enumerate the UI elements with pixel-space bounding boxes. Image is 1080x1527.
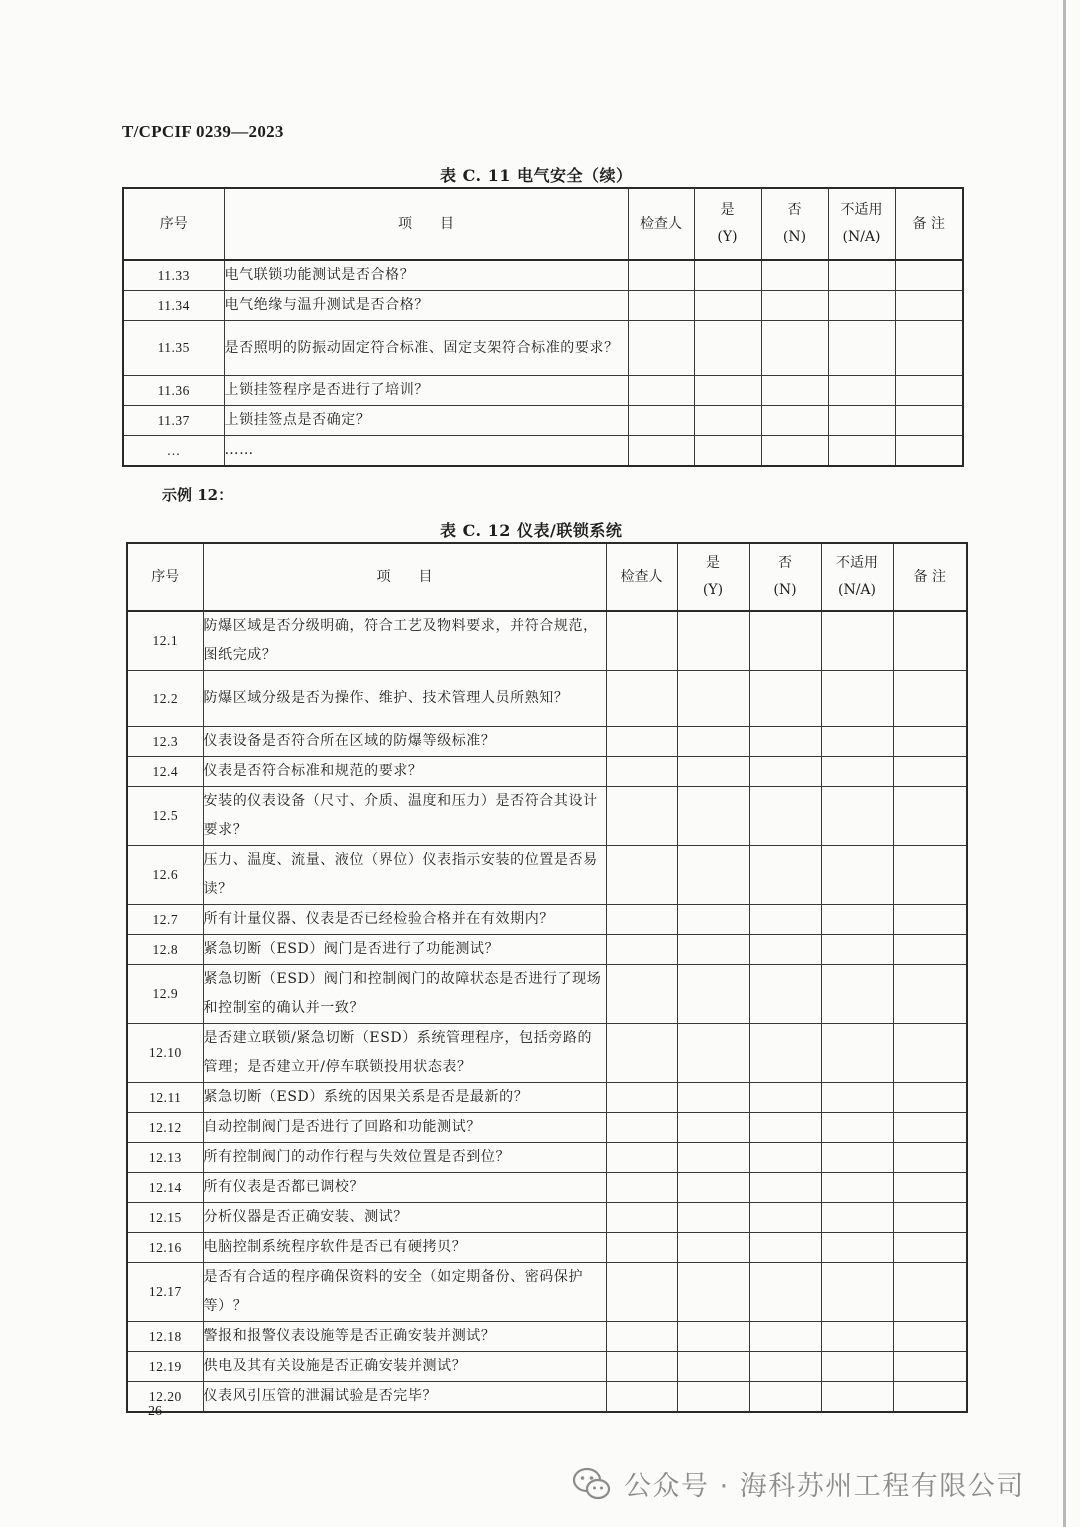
remark-cell[interactable]	[893, 1352, 967, 1382]
inspector-cell[interactable]	[628, 436, 694, 467]
row-number: 12.2	[127, 671, 203, 727]
row-number: 12.15	[127, 1203, 203, 1233]
inspector-cell[interactable]	[606, 757, 677, 787]
remark-cell[interactable]	[893, 727, 967, 757]
no-cell[interactable]	[761, 260, 828, 291]
inspector-cell[interactable]	[606, 671, 677, 727]
row-number: 11.33	[123, 260, 224, 291]
inspector-cell[interactable]	[628, 291, 694, 321]
remark-cell[interactable]	[895, 436, 963, 467]
inspector-cell[interactable]	[606, 905, 677, 935]
row-item-text: 防爆区域分级是否为操作、维护、技术管理人员所熟知？	[203, 671, 606, 727]
row-item-text: 所有仪表是否都已调校？	[203, 1173, 606, 1203]
col-yes: 是 (Y)	[677, 543, 749, 611]
no-cell[interactable]	[749, 1143, 821, 1173]
no-cell[interactable]	[761, 321, 828, 376]
table-row	[127, 1382, 967, 1413]
remark-cell[interactable]	[893, 1173, 967, 1203]
col-na: 不适用 (N/A)	[821, 543, 893, 611]
row-item-text: 紧急切断（ESD）阀门和控制阀门的故障状态是否进行了现场和控制室的确认并一致？	[203, 965, 606, 1024]
row-number: 12.18	[127, 1322, 203, 1352]
page-edge	[1063, 0, 1066, 1527]
no-cell[interactable]	[749, 757, 821, 787]
yes-cell[interactable]	[694, 406, 761, 436]
na-cell[interactable]	[821, 757, 893, 787]
yes-cell[interactable]	[677, 1322, 749, 1352]
yes-cell[interactable]	[677, 611, 749, 671]
row-number: 12.19	[127, 1352, 203, 1382]
remark-cell[interactable]	[893, 1024, 967, 1083]
table-c12	[126, 542, 968, 1413]
row-item-text: 仪表风引压管的泄漏试验是否完毕？	[203, 1382, 606, 1413]
yes-cell[interactable]	[677, 1173, 749, 1203]
no-cell[interactable]	[749, 727, 821, 757]
no-cell[interactable]	[749, 1382, 821, 1413]
col-yes: 是 (Y)	[694, 188, 761, 260]
row-item-text: 电脑控制系统程序软件是否已有硬拷贝？	[203, 1233, 606, 1263]
na-cell[interactable]	[821, 1083, 893, 1113]
remark-cell[interactable]	[893, 1203, 967, 1233]
yes-cell[interactable]	[677, 965, 749, 1024]
no-cell[interactable]	[761, 406, 828, 436]
na-cell[interactable]	[821, 1113, 893, 1143]
row-item-text: 紧急切断（ESD）阀门是否进行了功能测试？	[203, 935, 606, 965]
na-cell[interactable]	[821, 1233, 893, 1263]
yes-cell[interactable]	[677, 935, 749, 965]
remark-cell[interactable]	[893, 846, 967, 905]
inspector-cell[interactable]	[628, 406, 694, 436]
col-inspector: 检查人	[606, 543, 677, 611]
row-number: 12.11	[127, 1083, 203, 1113]
no-cell[interactable]	[749, 935, 821, 965]
yes-cell[interactable]	[677, 1203, 749, 1233]
inspector-cell[interactable]	[606, 1203, 677, 1233]
remark-cell[interactable]	[893, 1113, 967, 1143]
remark-cell[interactable]	[893, 965, 967, 1024]
row-item-text: 是否有合适的程序确保资料的安全（如定期备份、密码保护等）？	[203, 1263, 606, 1322]
no-cell[interactable]	[749, 787, 821, 846]
col-no: 否 (N)	[761, 188, 828, 260]
inspector-cell[interactable]	[606, 1233, 677, 1263]
yes-cell[interactable]	[677, 787, 749, 846]
no-cell[interactable]	[749, 1083, 821, 1113]
remark-cell[interactable]	[893, 671, 967, 727]
inspector-cell[interactable]	[606, 935, 677, 965]
remark-cell[interactable]	[893, 757, 967, 787]
col-item: 项 目	[203, 543, 606, 611]
table-header-row	[127, 543, 967, 611]
yes-cell[interactable]	[694, 260, 761, 291]
inspector-cell[interactable]	[628, 376, 694, 406]
table-row	[127, 1113, 967, 1143]
table-row	[123, 291, 963, 321]
row-item-text: 所有控制阀门的动作行程与失效位置是否到位？	[203, 1143, 606, 1173]
yes-cell[interactable]	[677, 1263, 749, 1322]
remark-cell[interactable]	[893, 611, 967, 671]
na-cell[interactable]	[828, 321, 895, 376]
no-cell[interactable]	[749, 1113, 821, 1143]
remark-cell[interactable]	[895, 260, 963, 291]
row-number: 12.10	[127, 1024, 203, 1083]
na-cell[interactable]	[821, 1173, 893, 1203]
na-cell[interactable]	[821, 1203, 893, 1233]
table-row	[127, 935, 967, 965]
table-row	[127, 1173, 967, 1203]
table-row	[127, 846, 967, 905]
table-row	[127, 1024, 967, 1083]
remark-cell[interactable]	[895, 321, 963, 376]
na-cell[interactable]	[828, 376, 895, 406]
na-cell[interactable]	[828, 291, 895, 321]
no-cell[interactable]	[749, 671, 821, 727]
col-na: 不适用 (N/A)	[828, 188, 895, 260]
inspector-cell[interactable]	[606, 1143, 677, 1173]
col-remark: 备 注	[895, 188, 963, 260]
row-number: 11.34	[123, 291, 224, 321]
remark-cell[interactable]	[893, 1263, 967, 1322]
table-row	[127, 965, 967, 1024]
inspector-cell[interactable]	[606, 611, 677, 671]
row-number: 12.9	[127, 965, 203, 1024]
remark-cell[interactable]	[895, 291, 963, 321]
yes-cell[interactable]	[677, 905, 749, 935]
yes-cell[interactable]	[694, 376, 761, 406]
table-row	[127, 611, 967, 671]
no-cell[interactable]	[749, 1203, 821, 1233]
row-item-text: 安装的仪表设备（尺寸、介质、温度和压力）是否符合其设计要求？	[203, 787, 606, 846]
row-item-text: 警报和报警仪表设施等是否正确安装并测试？	[203, 1322, 606, 1352]
table-row	[123, 321, 963, 376]
inspector-cell[interactable]	[606, 1322, 677, 1352]
yes-cell[interactable]	[677, 1382, 749, 1413]
yes-cell[interactable]	[677, 1024, 749, 1083]
na-cell[interactable]	[821, 787, 893, 846]
col-inspector: 检查人	[628, 188, 694, 260]
page-number: 26	[148, 1404, 162, 1419]
no-cell[interactable]	[749, 846, 821, 905]
remark-cell[interactable]	[895, 376, 963, 406]
remark-cell[interactable]	[893, 1143, 967, 1173]
no-cell[interactable]	[749, 1263, 821, 1322]
row-item-text: 电气绝缘与温升测试是否合格？	[224, 291, 628, 321]
row-number: 12.8	[127, 935, 203, 965]
yes-cell[interactable]	[677, 1083, 749, 1113]
table-row	[123, 376, 963, 406]
remark-cell[interactable]	[893, 935, 967, 965]
inspector-cell[interactable]	[628, 321, 694, 376]
no-cell[interactable]	[749, 1352, 821, 1382]
table-c11	[122, 187, 964, 467]
na-cell[interactable]	[821, 727, 893, 757]
yes-cell[interactable]	[677, 757, 749, 787]
inspector-cell[interactable]	[606, 787, 677, 846]
table-row	[123, 260, 963, 291]
yes-cell[interactable]	[677, 1352, 749, 1382]
row-number: 11.37	[123, 406, 224, 436]
na-cell[interactable]	[821, 1352, 893, 1382]
table-header-row	[123, 188, 963, 260]
standard-code: T/CPCIF 0239—2023	[122, 122, 284, 141]
inspector-cell[interactable]	[628, 260, 694, 291]
row-item-text: 仪表是否符合标准和规范的要求？	[203, 757, 606, 787]
col-remark: 备 注	[893, 543, 967, 611]
no-cell[interactable]	[749, 965, 821, 1024]
row-item-text: 是否照明的防振动固定符合标准、固定支架符合标准的要求？	[224, 321, 628, 376]
row-item-text: 防爆区域是否分级明确，符合工艺及物料要求，并符合规范，图纸完成？	[203, 611, 606, 671]
yes-cell[interactable]	[694, 436, 761, 467]
inspector-cell[interactable]	[606, 1113, 677, 1143]
inspector-cell[interactable]	[606, 1263, 677, 1322]
inspector-cell[interactable]	[606, 1352, 677, 1382]
row-item-text: 所有计量仪器、仪表是否已经检验合格并在有效期内？	[203, 905, 606, 935]
row-number: 11.36	[123, 376, 224, 406]
na-cell[interactable]	[821, 671, 893, 727]
table-row	[127, 1143, 967, 1173]
table-row	[127, 1203, 967, 1233]
no-cell[interactable]	[761, 436, 828, 467]
na-cell[interactable]	[821, 1024, 893, 1083]
table-row	[123, 406, 963, 436]
table-row	[127, 1352, 967, 1382]
no-cell[interactable]	[749, 1233, 821, 1263]
table-row	[127, 727, 967, 757]
row-number: 12.6	[127, 846, 203, 905]
row-item-text: 上锁挂签程序是否进行了培训？	[224, 376, 628, 406]
na-cell[interactable]	[821, 1382, 893, 1413]
yes-cell[interactable]	[677, 1233, 749, 1263]
table-row	[127, 1233, 967, 1263]
row-item-text: 压力、温度、流量、液位（界位）仪表指示安装的位置是否易读？	[203, 846, 606, 905]
row-number: 12.13	[127, 1143, 203, 1173]
na-cell[interactable]	[828, 436, 895, 467]
col-seq: 序号	[123, 188, 224, 260]
remark-cell[interactable]	[893, 1083, 967, 1113]
row-item-text: 供电及其有关设施是否正确安装并测试？	[203, 1352, 606, 1382]
row-number: 12.5	[127, 787, 203, 846]
remark-cell[interactable]	[893, 1233, 967, 1263]
table-c12-title: 表 C. 12 仪表/联锁系统	[440, 521, 623, 540]
row-number: 12.20	[127, 1382, 203, 1413]
no-cell[interactable]	[761, 291, 828, 321]
remark-cell[interactable]	[893, 1322, 967, 1352]
row-item-text: 上锁挂签点是否确定？	[224, 406, 628, 436]
watermark	[572, 1464, 1025, 1503]
no-cell[interactable]	[749, 1024, 821, 1083]
row-number: 12.4	[127, 757, 203, 787]
na-cell[interactable]	[821, 1263, 893, 1322]
table-row	[127, 1083, 967, 1113]
no-cell[interactable]	[749, 905, 821, 935]
no-cell[interactable]	[749, 1322, 821, 1352]
na-cell[interactable]	[821, 1143, 893, 1173]
table-row	[123, 436, 963, 467]
yes-cell[interactable]	[677, 671, 749, 727]
na-cell[interactable]	[828, 260, 895, 291]
yes-cell[interactable]	[677, 846, 749, 905]
row-item-text: 紧急切断（ESD）系统的因果关系是否是最新的？	[203, 1083, 606, 1113]
na-cell[interactable]	[828, 406, 895, 436]
row-item-text: 仪表设备是否符合所在区域的防爆等级标准？	[203, 727, 606, 757]
table-row	[127, 1322, 967, 1352]
na-cell[interactable]	[821, 935, 893, 965]
row-item-text: 自动控制阀门是否进行了回路和功能测试？	[203, 1113, 606, 1143]
yes-cell[interactable]	[677, 1143, 749, 1173]
inspector-cell[interactable]	[606, 1382, 677, 1413]
remark-cell[interactable]	[895, 406, 963, 436]
no-cell[interactable]	[749, 611, 821, 671]
row-item-text: ……	[224, 436, 628, 467]
row-number: …	[123, 436, 224, 467]
yes-cell[interactable]	[694, 291, 761, 321]
row-number: 12.16	[127, 1233, 203, 1263]
watermark-text: 公众号 · 海科苏州工程有限公司	[624, 1471, 1025, 1502]
no-cell[interactable]	[749, 1173, 821, 1203]
inspector-cell[interactable]	[606, 727, 677, 757]
row-item-text: 是否建立联锁/紧急切断（ESD）系统管理程序，包括旁路的管理；是否建立开/停车联锁投用状态表？	[203, 1024, 606, 1083]
yes-cell[interactable]	[677, 1113, 749, 1143]
yes-cell[interactable]	[694, 321, 761, 376]
wechat-icon	[572, 1466, 612, 1502]
table-row	[127, 671, 967, 727]
remark-cell[interactable]	[893, 1382, 967, 1413]
inspector-cell[interactable]	[606, 1083, 677, 1113]
row-item-text: 电气联锁功能测试是否合格？	[224, 260, 628, 291]
row-number: 11.35	[123, 321, 224, 376]
remark-cell[interactable]	[893, 787, 967, 846]
col-no: 否 (N)	[749, 543, 821, 611]
inspector-cell[interactable]	[606, 846, 677, 905]
row-number: 12.17	[127, 1263, 203, 1322]
row-number: 12.12	[127, 1113, 203, 1143]
table-row	[127, 1263, 967, 1322]
example-label: 示例 12：	[162, 486, 234, 504]
no-cell[interactable]	[761, 376, 828, 406]
table-c11-title: 表 C. 11 电气安全（续）	[440, 166, 633, 185]
inspector-cell[interactable]	[606, 1024, 677, 1083]
inspector-cell[interactable]	[606, 965, 677, 1024]
na-cell[interactable]	[821, 905, 893, 935]
col-item: 项 目	[224, 188, 628, 260]
row-item-text: 分析仪器是否正确安装、测试？	[203, 1203, 606, 1233]
na-cell[interactable]	[821, 1322, 893, 1352]
remark-cell[interactable]	[893, 905, 967, 935]
na-cell[interactable]	[821, 846, 893, 905]
row-number: 12.3	[127, 727, 203, 757]
row-number: 12.7	[127, 905, 203, 935]
row-number: 12.1	[127, 611, 203, 671]
na-cell[interactable]	[821, 611, 893, 671]
yes-cell[interactable]	[677, 727, 749, 757]
inspector-cell[interactable]	[606, 1173, 677, 1203]
table-row	[127, 787, 967, 846]
row-number: 12.14	[127, 1173, 203, 1203]
table-row	[127, 905, 967, 935]
table-row	[127, 757, 967, 787]
col-seq: 序号	[127, 543, 203, 611]
na-cell[interactable]	[821, 965, 893, 1024]
